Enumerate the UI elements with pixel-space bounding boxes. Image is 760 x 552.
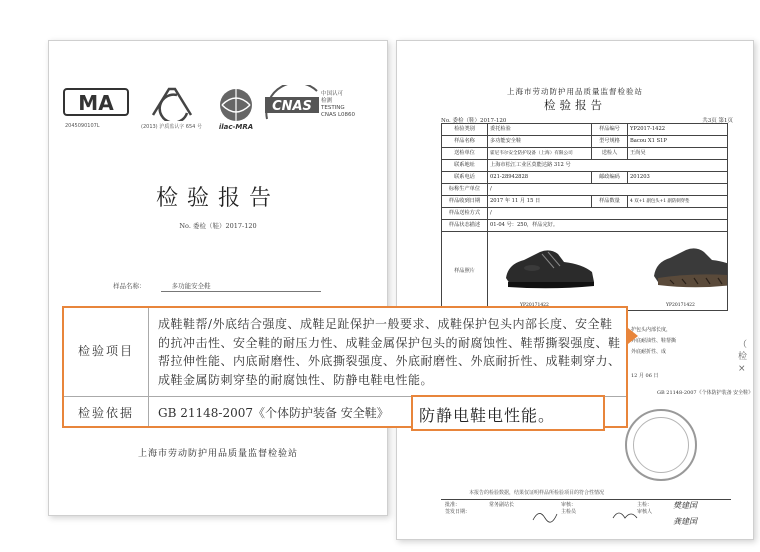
cover-page [48,40,388,516]
cal-logo [141,85,202,130]
row-value: Bacou X1 S1P [628,136,728,148]
row-label: 检验类别 [442,124,488,136]
items-text: 成鞋鞋帮/外底结合强度、成鞋足趾保护一般要求、成鞋保护包头内部长度、安全鞋的抗冲击性、安全鞋的耐压力性、成鞋金属保护包头的耐腐蚀性、鞋帮撕裂强度、鞋帮拉伸性能、内底耐磨性、外底撕裂强度、外底耐磨性、外底耐折性、成鞋刺穿力、成鞋金属防刺穿垫的耐腐蚀性、防静电鞋电性能。 [158,317,621,387]
shoe-photo-side [502,238,598,299]
row-value: 王尚吴 [628,148,728,160]
vertical-annotation: （ 检 × [737,340,747,374]
table-row [442,232,728,311]
basis-fragment: GB 21148-2007《个体防护装备 安全鞋》 [657,390,754,396]
row-label: 标称生产单位 [442,184,488,196]
row-label: 样品状态描述 [442,220,488,232]
items-fragment: 外底耐折性、成 [631,349,667,355]
photo-caption-right: YP20171422 [666,303,695,308]
cover-sample-name [113,281,211,290]
sample-name-label: 样品名称： [113,282,146,290]
table-row [442,148,728,160]
row-label: 邮政编码 [592,172,628,184]
official-seal [625,409,697,481]
row-label: 型号规格 [592,136,628,148]
row-value: 委托检验 [488,124,592,136]
row-label: 联系地址 [442,160,488,172]
basis-text: GB 21148-2007《个体防护装备 安全鞋》 [158,406,389,420]
row-label: 送检单位 [442,148,488,160]
shoe-photo-sole [650,238,728,299]
report-page [396,40,754,540]
page-info: 共3页 第1页 [702,118,733,124]
certification-logos [63,85,379,155]
items-fragment: 外底耐油性、鞋帮撕 [631,338,677,344]
row-label: 样品编号 [592,124,628,136]
items-fragment: 护包头内部长度， [631,327,672,333]
sig-label-inspect: 主检： [637,502,653,508]
row-label: 样品收到日期 [442,196,488,208]
cnas-caption: 中国认可 检测 TESTING CNAS L0860 [321,91,356,118]
row-label: 样品送检方式 [442,208,488,220]
row-value: 霍尼韦尔安全防护设备（上海）有限公司 [488,148,592,160]
table-row [442,124,728,136]
sample-underline [161,291,321,292]
row-label: 样品名称 [442,136,488,148]
svg-text:CNAS: CNAS [272,99,312,114]
report-title: 检验报告 [544,98,606,112]
row-value: 201203 [628,172,728,184]
row-label: 送检人 [592,148,628,160]
table-row [442,172,728,184]
callout-arrow-icon [628,328,638,344]
report-number: No. 委检（鞋）2017-120 [441,118,507,124]
table-row [442,160,728,172]
svg-text:ilac-MRA: ilac-MRA [218,123,254,131]
sig-label-review: 审核： [561,502,577,508]
sig-role: 签发日期： [445,509,471,515]
table-row [442,208,728,220]
cover-station-name: 上海市劳动防护用品质量监督检验站 [137,449,298,459]
date-fragment: 12 月 06 日 [631,373,659,379]
row-value: 021-28942828 [488,172,592,184]
ilac-mra-logo [213,85,259,131]
table-row [442,136,728,148]
row-value: 多功能安全鞋 [488,136,592,148]
sig-role: 审核人 [637,509,653,515]
sig-role: 主检员 [561,509,577,515]
cover-report-number: No. 委检（鞋）2017-120 [179,222,257,230]
basis-label: 检验依据 [77,406,134,420]
row-value: / [488,184,728,196]
row-label: 联系电话 [442,172,488,184]
footer-note: 本报告的检验数据，结果仅证明样品所检验项目的符合性情况 [469,490,605,496]
signature-row [441,499,731,540]
row-label: 样品数量 [592,196,628,208]
cover-title: 检验报告 [155,186,280,211]
table-row [442,220,728,232]
row-value: 上海市松江工业区莫能达路 312 号 [488,160,728,172]
sample-photos [488,232,728,311]
row-value: 2017 年 11 月 15 日 [488,196,592,208]
items-label: 检验项目 [77,344,134,358]
highlight-zoom-box [411,395,605,431]
sig-label-approve: 批准： [445,502,461,508]
zoom-text: 防静电鞋电性能。 [419,406,556,425]
cma-logo [63,85,129,129]
cal-caption: (2013) 沪质监认字 654 号 [141,124,202,130]
photo-label: 样品照片 [442,232,488,311]
report-info-table [441,123,728,311]
cma-caption: 2045090107L [65,123,100,129]
row-value: 4 双+1 副包头+1 副防刺穿垫 [628,196,728,208]
handwritten-signatures [531,506,661,526]
report-station-name: 上海市劳动防护用品质量监督检验站 [507,87,643,96]
cnas-logo [263,85,321,123]
svg-text:MA: MA [78,91,114,115]
signature-name: 龚建国 [673,517,697,526]
table-row [442,184,728,196]
callout-divider [148,308,149,426]
svg-text:CAL [172,117,173,118]
row-value: YP2017-1422 [628,124,728,136]
table-row [442,196,728,208]
sample-name-value: 多功能安全鞋 [171,282,211,290]
sig-role: 常务副站长 [489,502,515,508]
row-value: / [488,208,728,220]
signature-name: 樊建国 [673,501,697,510]
row-value: 01-04 号：250，样品完好。 [488,220,728,232]
